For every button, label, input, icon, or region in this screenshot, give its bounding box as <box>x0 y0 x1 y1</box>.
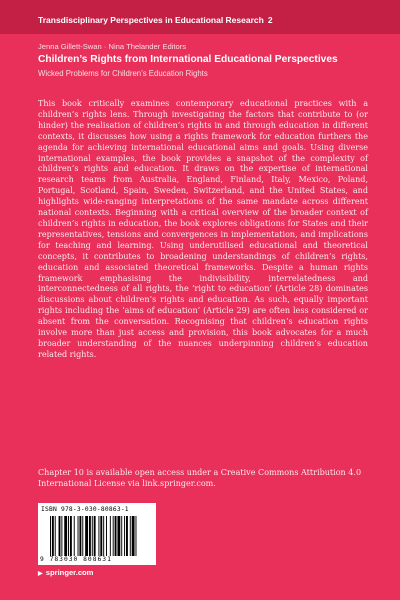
barcode-bar <box>92 516 93 556</box>
barcode-bar <box>79 516 81 556</box>
isbn-label: ISBN 978-3-030-80863-1 <box>41 506 129 513</box>
series-title <box>38 15 273 25</box>
barcode-bars <box>50 516 148 556</box>
barcode-bar <box>103 516 104 556</box>
barcode-bar <box>100 516 102 556</box>
barcode-bar <box>59 516 61 556</box>
book-editors: Jenna Gillett-Swan · Nina Thelander Editors <box>38 42 187 51</box>
barcode-bar <box>78 516 79 556</box>
publisher-url: springer.com <box>45 568 94 577</box>
barcode-bar <box>61 516 62 556</box>
book-title: Children’s Rights from International Educational Perspectives <box>38 54 338 65</box>
barcode-bar <box>136 516 137 556</box>
barcode-bar <box>130 516 131 556</box>
barcode-bar <box>110 516 111 556</box>
barcode-bar <box>132 516 135 556</box>
barcode-bar <box>115 516 117 556</box>
barcode-bar <box>89 516 91 556</box>
barcode-bar <box>55 516 56 556</box>
series-volume: 2 <box>267 15 273 25</box>
barcode-bar <box>121 516 122 556</box>
series-band <box>0 0 400 34</box>
barcode-bar <box>85 516 88 556</box>
isbn-barcode <box>38 503 156 565</box>
barcode-bar <box>124 516 125 556</box>
book-description: This book critically examines contemporary educational practices with a children’s rights lens. Through investigating the factors that contribute to (or hinder) the realisation of children’s rights in and through education in different contexts, it discusses how using a rights framework for education furthers the agenda for achieving international educational aims and goals. Using diverse international examples, the book provides a snapshot of the complexity of children’s rights and education. It draws on the expertise of international research teams from Australia, England, Finland, Italy, Mexico, Poland, Portugal, Scotland, Spain, Sweden, Switzerland, and the United States, and highlights wide-ranging interpretations of the same mandate across different national contexts. Beginning with a critical overview of the broader context of children’s rights in education, the book explores obligations for States and their representatives, tensions and convergences in implementation, and implications for teaching and learning. Using underutilised educational and theoretical concepts, it contributes to broadening understandings of children’s rights, education and associated theoretical frameworks. Despite a human rights framework emphasising the indivisibility, interrelatedness and interconnectedness of all rights, the ‘right to education’ (Article 28) dominates discussions about children’s rights and education. As such, equally important rights including the ‘aims of education’ (Article 29) are often less considered or absent from the conversation. Recognising that children’s education rights involve more than just access and provision, this book advocates for a much broader understanding of the nuances underpinning children’s education related rights. <box>38 99 368 359</box>
barcode-bar <box>70 516 72 556</box>
barcode-bar <box>74 516 75 556</box>
barcode-bar <box>64 516 67 556</box>
arrow-icon: ▶ <box>38 571 43 577</box>
barcode-bar <box>126 516 128 556</box>
open-access-note: Chapter 10 is available open access under a Creative Commons Attribution 4.0 International License via link.springer.com. <box>38 468 362 488</box>
barcode-bar <box>117 516 120 556</box>
barcode-bar <box>94 516 96 556</box>
publisher-link[interactable] <box>38 568 93 577</box>
barcode-bar <box>113 516 114 556</box>
barcode-bar <box>82 516 83 556</box>
series-name: Transdisciplinary Perspectives in Educational Research <box>38 15 264 25</box>
barcode-digits: 9 783030 808631 <box>40 556 112 563</box>
barcode-bar <box>52 516 54 556</box>
barcode-bar <box>68 516 69 556</box>
barcode-bar <box>106 516 107 556</box>
barcode-bar <box>98 516 99 556</box>
barcode-bar <box>50 516 51 556</box>
book-subtitle: Wicked Problems for Children’s Education Rights <box>38 69 208 78</box>
